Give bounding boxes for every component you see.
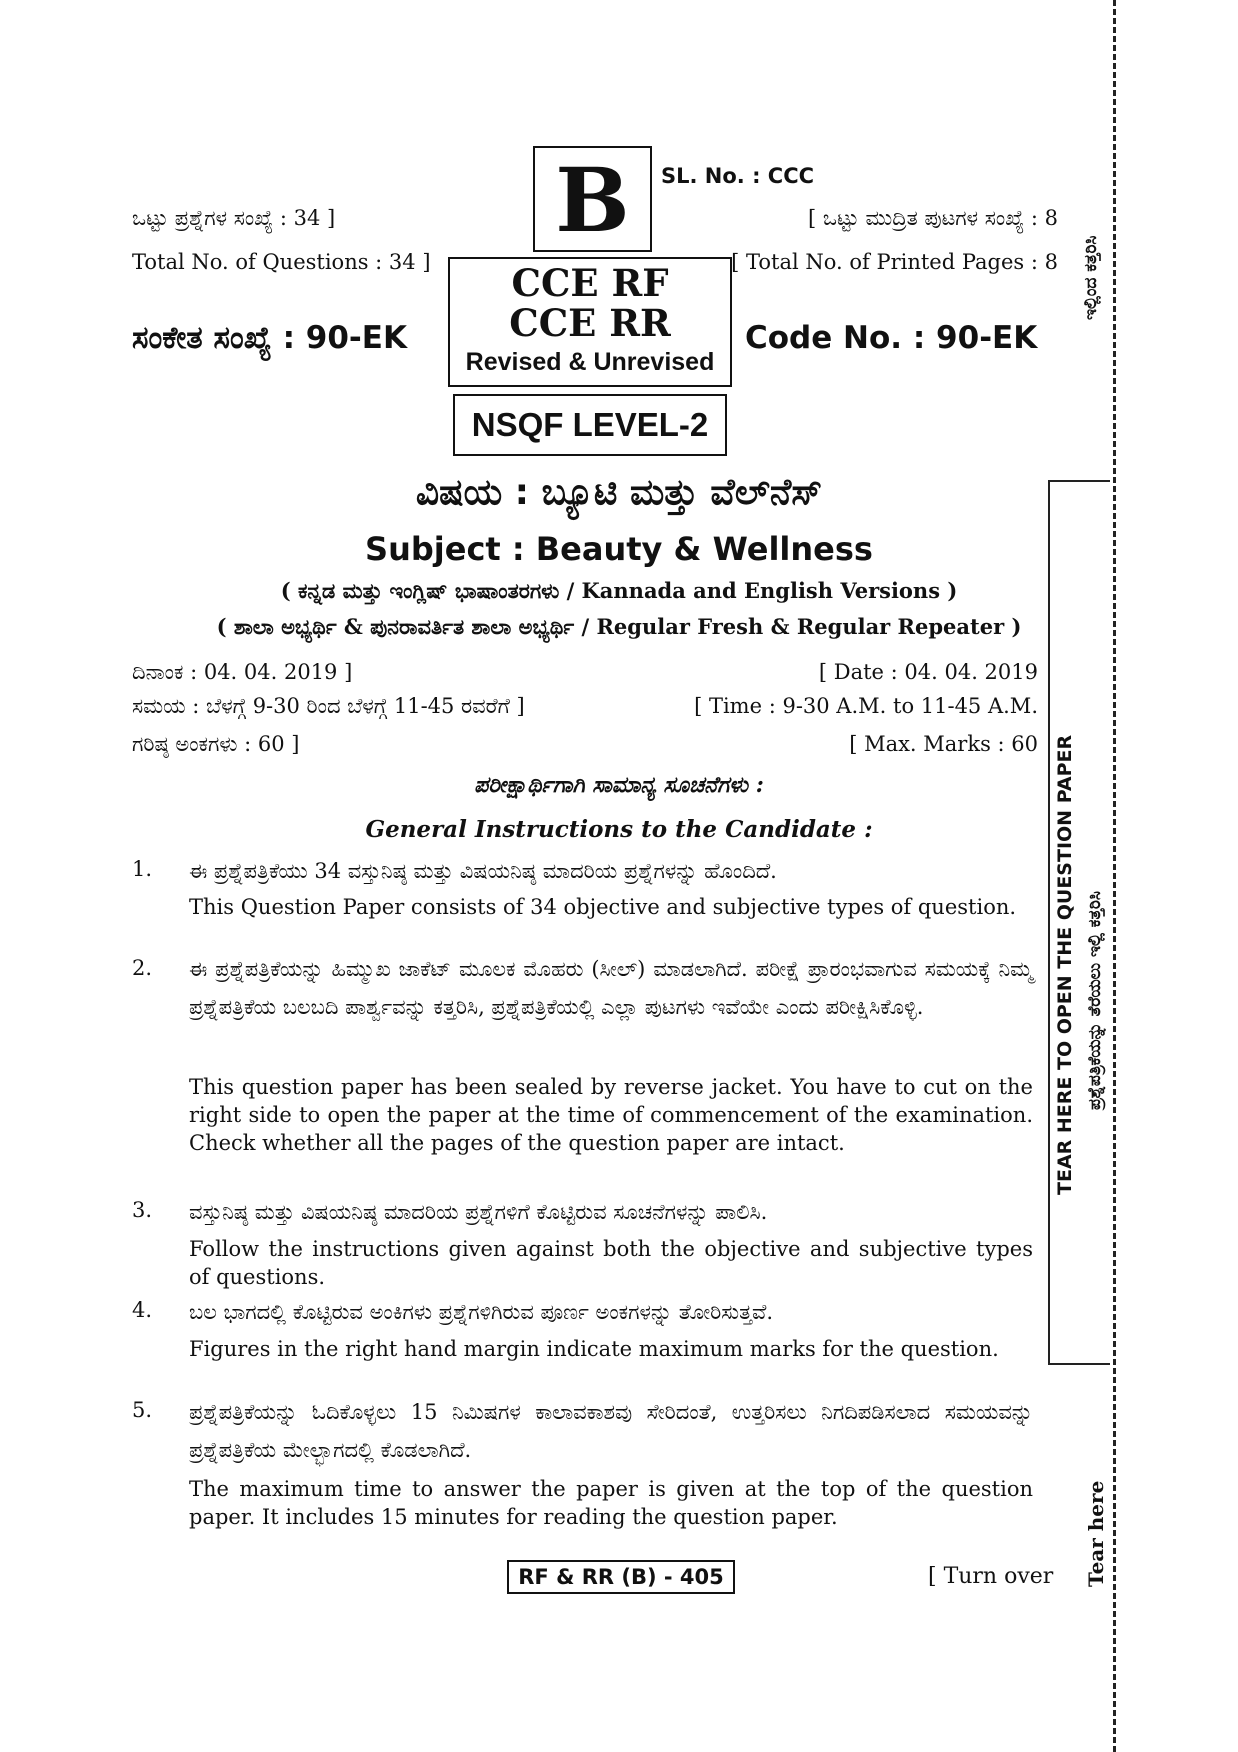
candidate-type-line: ( ಶಾಲಾ ಅಭ್ಯರ್ಥಿ & ಪುನರಾವರ್ತಿತ ಶಾಲಾ ಅಭ್ಯರ್ಥಿ / Regular Fresh & Regular Repeater )	[216, 614, 1022, 639]
scheme-line-rr: CCE RR	[509, 301, 671, 345]
max-marks-kn: ಗರಿಷ್ಠ ಅಂಕಗಳು : 60 ]	[132, 732, 300, 756]
series-box	[533, 146, 652, 252]
scheme-line-rf: CCE RF	[511, 261, 669, 305]
total-questions-en: Total No. of Questions : 34 ]	[132, 250, 431, 274]
instruction-1-kn: ಈ ಪ್ರಶ್ನೆಪತ್ರಿಕೆಯು 34 ವಸ್ತುನಿಷ್ಠ ಮತ್ತು ವಿಷಯನಿಷ್ಠ ಮಾದರಿಯ ಪ್ರಶ್ನೆಗಳನ್ನು ಹೊಂದಿದೆ.	[189, 859, 777, 883]
instruction-3-kn: ವಸ್ತುನಿಷ್ಠ ಮತ್ತು ವಿಷಯನಿಷ್ಠ ಮಾದರಿಯ ಪ್ರಶ್ನೆಗಳಿಗೆ ಕೊಟ್ಟಿರುವ ಸೂಚನೆಗಳನ್ನು ಪಾಲಿಸಿ.	[189, 1200, 768, 1224]
serial-number: SL. No. : CCC	[661, 164, 815, 188]
instruction-5-kn: ಪ್ರಶ್ನೆಪತ್ರಿಕೆಯನ್ನು ಓದಿಕೊಳ್ಳಲು 15 ನಿಮಿಷಗಳ ಕಾಲಾವಕಾಶವು ಸೇರಿದಂತೆ, ಉತ್ತರಿಸಲು ನಿಗದಿಪಡಿಸಲಾದ ಸಮಯವನ್ನು ಪ್ರಶ್ನೆಪತ್ರಿಕೆಯ ಮೇಲ್ಭಾಗದಲ್ಲಿ ಕೊಡಲಾಗಿದೆ.	[189, 1400, 1033, 1462]
tear-here-kn: ಇಲ್ಲಿಂದ ಕತ್ತರಿಸಿ	[1081, 235, 1101, 320]
instruction-number: 1.	[132, 857, 153, 881]
date-kn: ದಿನಾಂಕ : 04. 04. 2019 ]	[132, 660, 353, 684]
instruction-number: 5.	[132, 1398, 153, 1422]
scheme-line-revised: Revised & Unrevised	[465, 348, 715, 376]
instruction-3-en: Follow the instructions given against both the objective and subjective types of questions.	[189, 1237, 1033, 1289]
max-marks-en: [ Max. Marks : 60	[849, 732, 1038, 756]
subject-title-en: Subject : Beauty & Wellness	[365, 530, 873, 568]
code-number-en: Code No. : 90-EK	[745, 320, 1038, 356]
printed-pages-en: [ Total No. of Printed Pages : 8	[731, 250, 1058, 274]
instruction-2-kn: ಈ ಪ್ರಶ್ನೆಪತ್ರಿಕೆಯನ್ನು ಹಿಮ್ಮುಖ ಜಾಕೆಟ್ ಮೂಲಕ ಮೊಹರು (ಸೀಲ್) ಮಾಡಲಾಗಿದೆ. ಪರೀಕ್ಷೆ ಪ್ರಾರಂಭವಾಗುವ ಸಮಯಕ್ಕೆ ನಿಮ್ಮ ಪ್ರಶ್ನೆಪತ್ರಿಕೆಯ ಬಲಬದಿ ಪಾರ್ಶ್ವವನ್ನು ಕತ್ತರಿಸಿ, ಪ್ರಶ್ನೆಪತ್ರಿಕೆಯಲ್ಲಿ ಎಲ್ಲಾ ಪುಟಗಳು ಇವೆಯೇ ಎಂದು ಪರೀಕ್ಷಿಸಿಕೊಳ್ಳಿ.	[189, 957, 1033, 1019]
date-en: [ Date : 04. 04. 2019	[818, 660, 1038, 684]
instructions-title-en: General Instructions to the Candidate :	[365, 816, 873, 843]
series-letter: B	[555, 148, 630, 252]
instruction-number: 3.	[132, 1198, 153, 1222]
instructions-title-kn: ಪರೀಕ್ಷಾರ್ಥಿಗಾಗಿ ಸಾಮಾನ್ಯ ಸೂಚನೆಗಳು :	[474, 772, 764, 798]
tear-instruction-en: TEAR HERE TO OPEN THE QUESTION PAPER	[1054, 734, 1076, 1195]
tear-here-en: Tear here	[1084, 1480, 1108, 1587]
instruction-5-en: The maximum time to answer the paper is given at the top of the question paper. It includes 15 minutes for reading the question paper.	[189, 1477, 1033, 1529]
instruction-number: 2.	[132, 956, 153, 980]
instruction-number: 4.	[132, 1298, 153, 1322]
code-number-kn: ಸಂಕೇತ ಸಂಖ್ಯೆ : 90-EK	[132, 320, 408, 356]
time-en: [ Time : 9-30 A.M. to 11-45 A.M.	[694, 694, 1038, 718]
instruction-2-en: This question paper has been sealed by reverse jacket. You have to cut on the right side to open the paper at the time of commencement of the examination. Check whether all the pages of the question paper are intact.	[189, 1075, 1033, 1155]
time-kn: ಸಮಯ : ಬೆಳಗ್ಗೆ 9-30 ರಿಂದ ಬೆಳಗ್ಗೆ 11-45 ರವರೆಗೆ ]	[132, 694, 525, 718]
paper-code-box: RF & RR (B) - 405	[507, 1560, 735, 1594]
instruction-1-en: This Question Paper consists of 34 objective and subjective types of question.	[189, 895, 1017, 919]
turn-over-label: [ Turn over	[928, 1564, 1054, 1589]
instruction-4-en: Figures in the right hand margin indicate maximum marks for the question.	[189, 1337, 999, 1361]
nsqf-level-box: NSQF LEVEL-2	[453, 394, 727, 456]
tear-instruction-kn: ಪ್ರಶ್ನೆಪತ್ರಿಕೆಯನ್ನು ತೆರೆಯಲು ಇಲ್ಲಿ ಕತ್ತರಿಸಿ	[1085, 891, 1105, 1110]
instruction-4-kn: ಬಲ ಭಾಗದಲ್ಲಿ ಕೊಟ್ಟಿರುವ ಅಂಕಿಗಳು ಪ್ರಶ್ನೆಗಳಿಗಿರುವ ಪೂರ್ಣ ಅಂಕಗಳನ್ನು ತೋರಿಸುತ್ತವೆ.	[189, 1300, 774, 1324]
total-questions-kn: ಒಟ್ಟು ಪ್ರಶ್ನೆಗಳ ಸಂಖ್ಯೆ : 34 ]	[132, 206, 336, 230]
versions-line: ( ಕನ್ನಡ ಮತ್ತು ಇಂಗ್ಲಿಷ್ ಭಾಷಾಂತರಗಳು / Kannada and English Versions )	[280, 578, 958, 603]
tear-dashed-line	[1113, 0, 1116, 1752]
printed-pages-kn: [ ಒಟ್ಟು ಮುದ್ರಿತ ಪುಟಗಳ ಸಂಖ್ಯೆ : 8	[807, 206, 1058, 230]
subject-title-kn: ವಿಷಯ : ಬ್ಯೂಟಿ ಮತ್ತು ವೆಲ್‌ನೆಸ್	[415, 472, 823, 513]
scheme-box	[448, 257, 732, 387]
